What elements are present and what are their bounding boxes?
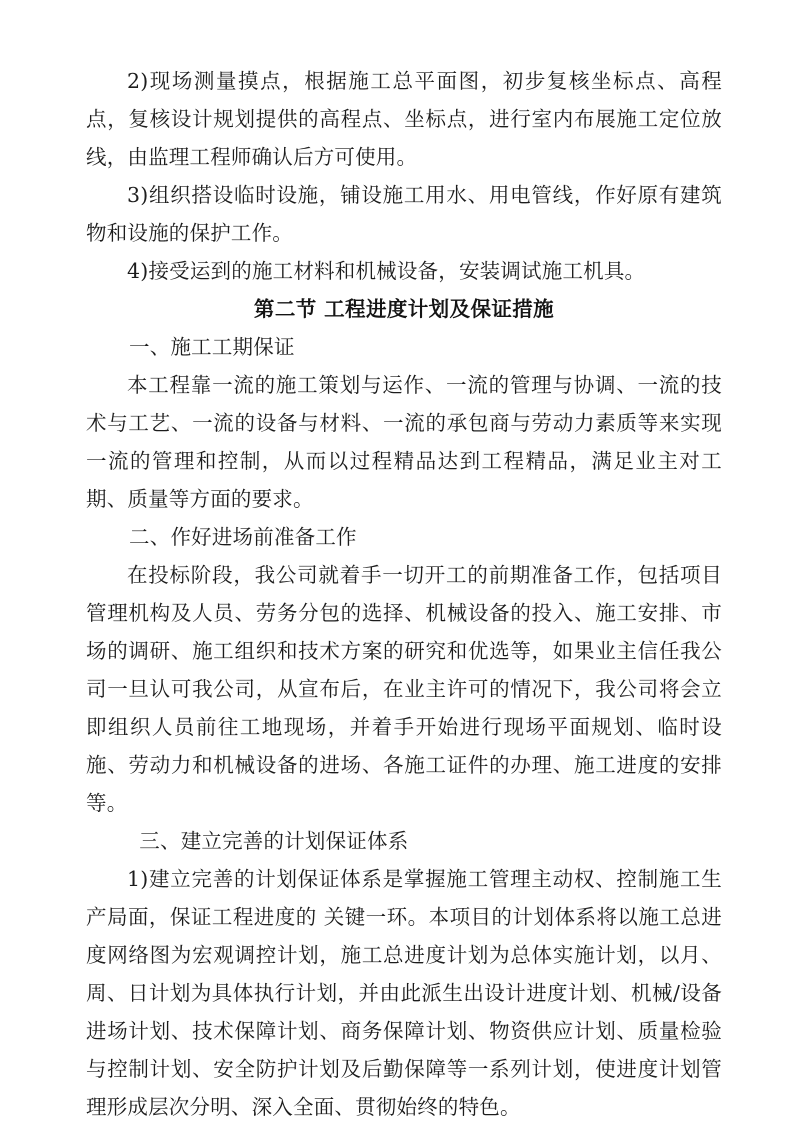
document-body [86,62,722,1122]
subheading-one: 一、施工工期保证 [129,335,295,359]
paragraph-item-4: 4)接受运到的施工材料和机械设备，安装调试施工机具。 [127,259,646,283]
subheading-three: 三、建立完善的计划保证体系 [139,829,409,853]
paragraph-item-2: 2)现场测量摸点，根据施工总平面图，初步复核坐标点、高程点，复核设计规划提供的高程点、坐标点，进行室内布展施工定位放线，由监理工程师确认后方可使用。 [86,69,722,169]
paragraph-item-3: 3)组织搭设临时设施，铺设施工用水、用电管线，作好原有建筑物和设施的保护工作。 [86,183,722,245]
section-heading: 第二节 工程进度计划及保证措施 [253,297,555,321]
subheading-two: 二、作好进场前准备工作 [129,525,357,549]
paragraph-plan-system: 1)建立完善的计划保证体系是掌握施工管理主动权、控制施工生产局面，保证工程进度的 关键一环。本项目的计划体系将以施工总进度网络图为宏观调控计划，施工总进度计划为总体实施计划，以月、周、日计划为具体执行计划，并由此派生出设计进度计划、机械/设备进场计划、技术保障计划、商务保障计划、物资供应计划、质量检验与控制计划、安全防护计划及后勤保障等一系列计划，使进度计划管理形成层次分明、深入全面、贯彻始终的特色。 [86,867,722,1119]
paragraph-preparation-work: 在投标阶段，我公司就着手一切开工的前期准备工作，包括项目管理机构及人员、劳务分包的选择、机械设备的投入、施工安排、市场的调研、施工组织和技术方案的研究和优选等，如果业主信任我公司一旦认可我公司，从宣布后，在业主许可的情况下，我公司将会立即组织人员前往工地现场，并着手开始进行现场平面规划、临时设施、劳动力和机械设备的进场、各施工证件的办理、施工进度的安排等。 [86,563,722,815]
paragraph-construction-period: 本工程靠一流的施工策划与运作、一流的管理与协调、一流的技术与工艺、一流的设备与材料、一流的承包商与劳动力素质等来实现一流的管理和控制，从而以过程精品达到工程精品，满足业主对工期、质量等方面的要求。 [86,373,722,511]
